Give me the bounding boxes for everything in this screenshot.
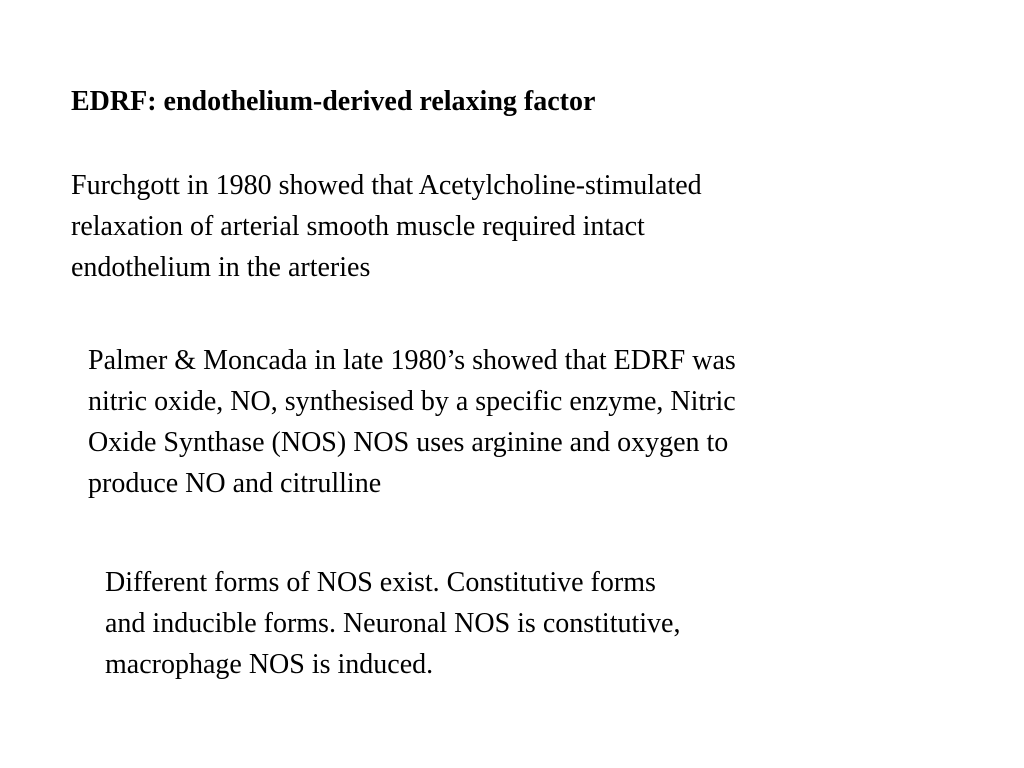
paragraph-line: and inducible forms. Neuronal NOS is constitutive, xyxy=(105,608,681,639)
slide-title: EDRF: endothelium-derived relaxing factor xyxy=(71,86,596,117)
paragraph-palmer-moncada xyxy=(88,340,736,504)
paragraph-nos-forms xyxy=(105,562,680,685)
paragraph-line: Different forms of NOS exist. Constitutive forms xyxy=(105,567,656,598)
paragraph-line: produce NO and citrulline xyxy=(88,468,382,499)
paragraph-line: Furchgott in 1980 showed that Acetylcholine-stimulated xyxy=(71,170,702,201)
paragraph-line: nitric oxide, NO, synthesised by a specific enzyme, Nitric xyxy=(88,386,736,417)
paragraph-line: Oxide Synthase (NOS) NOS uses arginine and oxygen to xyxy=(88,427,729,458)
paragraph-line: endothelium in the arteries xyxy=(71,252,371,283)
paragraph-line: relaxation of arterial smooth muscle required intact xyxy=(71,211,645,242)
paragraph-line: macrophage NOS is induced. xyxy=(105,649,434,680)
paragraph-line: Palmer & Moncada in late 1980’s showed that EDRF was xyxy=(88,345,736,376)
paragraph-furchgott xyxy=(71,165,702,288)
